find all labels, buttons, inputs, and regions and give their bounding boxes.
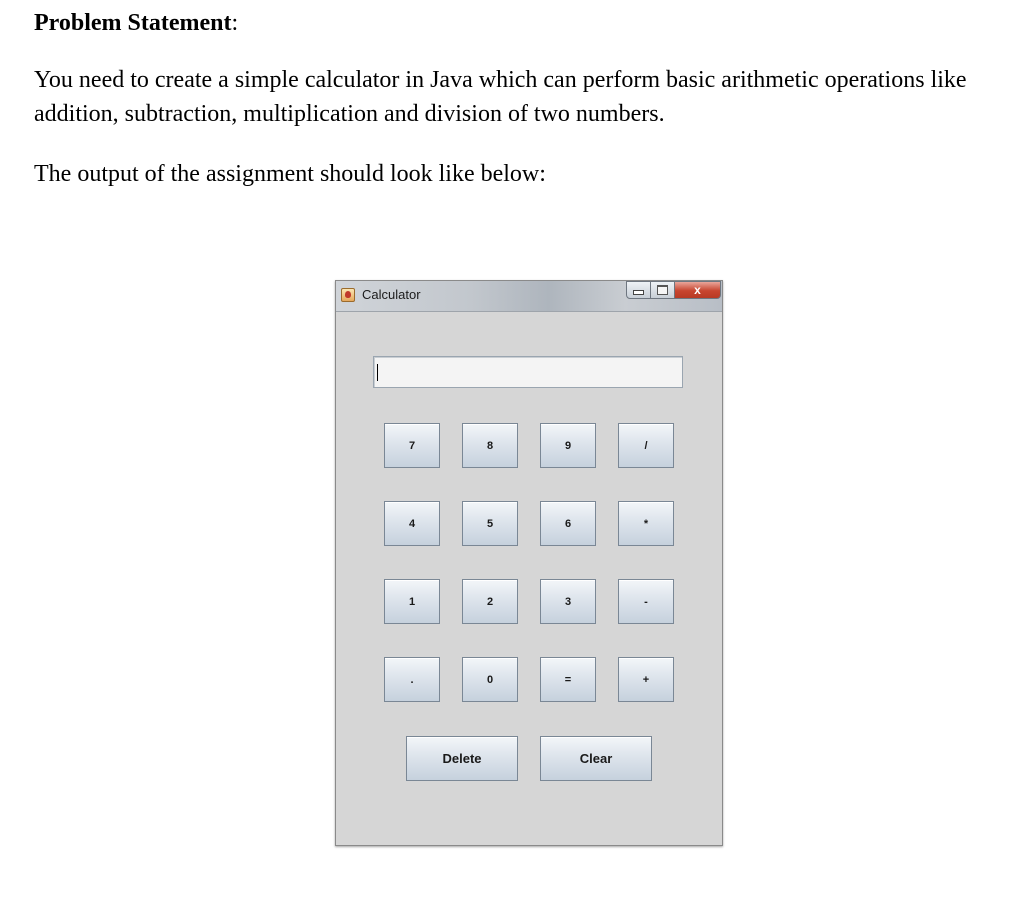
key-7[interactable]: 7 (384, 423, 440, 468)
paragraph-description: You need to create a simple calculator in Java which can perform basic arithmetic operations like addition, subtraction, multiplication and division of two numbers. (34, 67, 967, 127)
close-button[interactable] (675, 281, 721, 299)
delete-button[interactable]: Delete (406, 736, 518, 781)
window-title: Calculator (362, 287, 421, 302)
minimize-button[interactable] (626, 281, 651, 299)
clear-button[interactable]: Clear (540, 736, 652, 781)
key-subtract[interactable]: - (618, 579, 674, 624)
calculator-display-field[interactable] (373, 356, 683, 388)
key-multiply[interactable]: * (618, 501, 674, 546)
window-titlebar[interactable] (336, 281, 722, 312)
window-controls (626, 281, 721, 300)
key-add[interactable]: + (618, 657, 674, 702)
key-6[interactable]: 6 (540, 501, 596, 546)
calculator-window (335, 280, 723, 846)
key-equals[interactable]: = (540, 657, 596, 702)
maximize-button[interactable] (651, 281, 675, 299)
text-caret (377, 364, 378, 381)
key-divide[interactable]: / (618, 423, 674, 468)
key-1[interactable]: 1 (384, 579, 440, 624)
key-9[interactable]: 9 (540, 423, 596, 468)
key-5[interactable]: 5 (462, 501, 518, 546)
close-icon: x (694, 283, 701, 297)
heading-colon: : (231, 10, 239, 36)
heading-label: Problem Statement (34, 10, 232, 36)
key-2[interactable]: 2 (462, 579, 518, 624)
key-3[interactable]: 3 (540, 579, 596, 624)
paragraph-output-intro: The output of the assignment should look like below: (34, 161, 546, 187)
maximize-icon (657, 285, 668, 295)
problem-heading (34, 6, 994, 40)
document (34, 6, 994, 191)
key-4[interactable]: 4 (384, 501, 440, 546)
key-decimal[interactable]: . (384, 657, 440, 702)
minimize-icon (633, 290, 644, 295)
java-app-icon (341, 288, 355, 302)
key-8[interactable]: 8 (462, 423, 518, 468)
key-0[interactable]: 0 (462, 657, 518, 702)
